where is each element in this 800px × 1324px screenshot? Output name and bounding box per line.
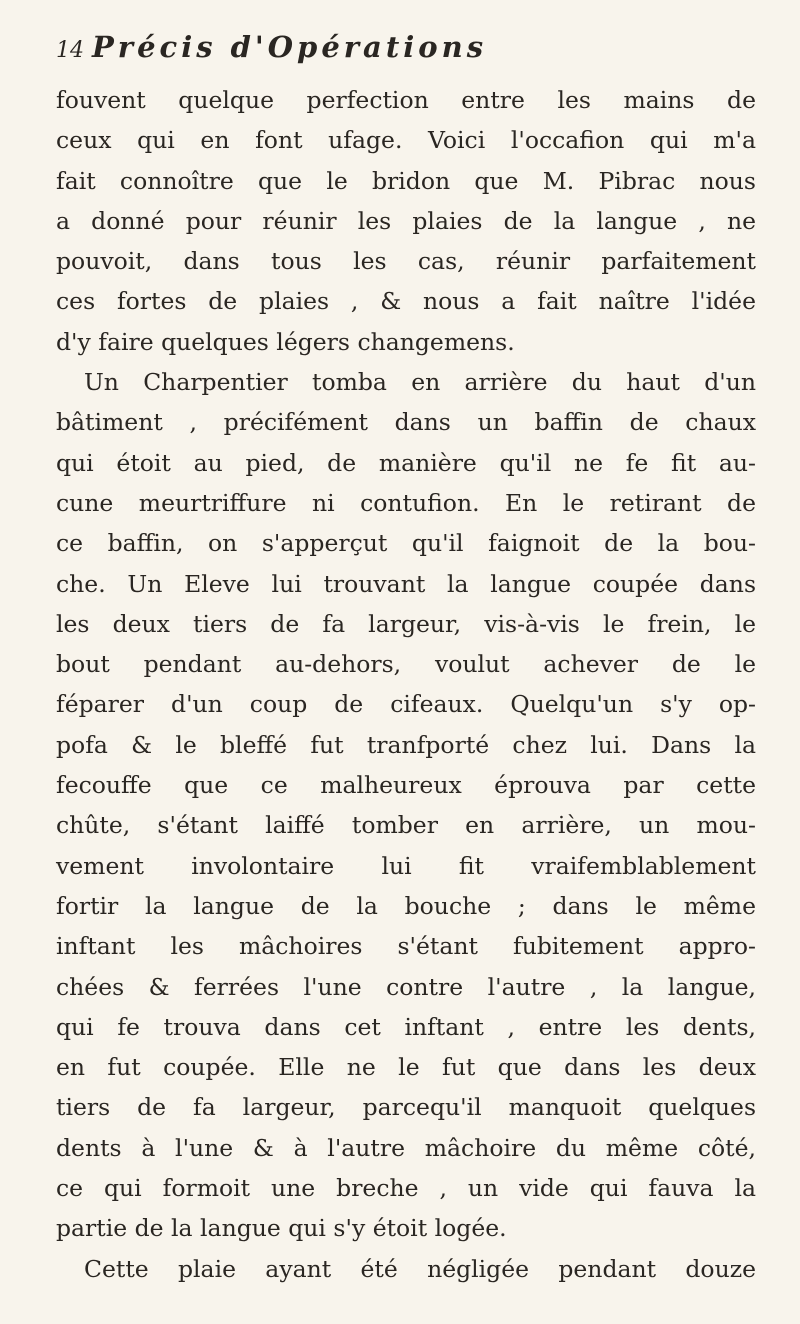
page-header	[56, 30, 756, 70]
text-line: dents à l'une & à l'autre mâchoire du même côté,	[56, 1133, 756, 1162]
text-line: qui étoit au pied, de manière qu'il ne fe fit au-	[56, 448, 756, 477]
text-line: che. Un Eleve lui trouvant la langue coupée dans	[56, 569, 756, 598]
running-title: Précis d'Opérations	[92, 30, 488, 64]
text-line: chûte, s'étant laiffé tomber en arrière, un mou-	[56, 811, 756, 840]
text-line: les deux tiers de fa largeur, vis-à-vis le frein, le	[56, 609, 756, 638]
text-line: bâtiment , précifément dans un baffin de chaux	[56, 408, 756, 437]
text-line: pofa & le bleffé fut tranfporté chez lui. Dans la	[56, 730, 756, 759]
text-line: fait connoître que le bridon que M. Pibrac nous	[56, 166, 756, 195]
text-line: qui fe trouva dans cet inftant , entre les dents,	[56, 1012, 756, 1041]
text-line: ce baffin, on s'apperçut qu'il faignoit de la bou-	[56, 529, 756, 558]
text-line: d'y faire quelques légers changemens.	[56, 327, 515, 356]
text-line: vement involontaire lui fit vraifemblablement	[56, 851, 756, 880]
text-line: bout pendant au-dehors, voulut achever de le	[56, 650, 756, 679]
text-line: fecouffe que ce malheureux éprouva par cette	[56, 771, 756, 800]
text-line: partie de la langue qui s'y étoit logée.	[56, 1214, 507, 1243]
text-line: fortir la langue de la bouche ; dans le même	[56, 891, 756, 920]
text-line: Un Charpentier tomba en arrière du haut d'un	[84, 368, 756, 397]
text-line: chées & ferrées l'une contre l'autre , la langue,	[56, 972, 756, 1001]
text-line: a donné pour réunir les plaies de la langue , ne	[56, 206, 756, 235]
text-line: Cette plaie ayant été négligée pendant douze	[84, 1254, 756, 1283]
text-line: fouvent quelque perfection entre les mains de	[56, 86, 756, 114]
text-line: en fut coupée. Elle ne le fut que dans les deux	[56, 1053, 756, 1082]
text-line: ceux qui en font ufage. Voici l'occafion qui m'a	[56, 126, 756, 155]
text-line: féparer d'un coup de cifeaux. Quelqu'un s'y op-	[56, 690, 756, 719]
page-number: 14	[56, 38, 84, 63]
body-text	[56, 80, 756, 1289]
text-line: tiers de fa largeur, parcequ'il manquoit quelques	[56, 1093, 756, 1122]
text-line: ce qui formoit une breche , un vide qui fauva la	[56, 1174, 756, 1203]
text-line: inftant les mâchoires s'étant fubitement appro-	[56, 932, 756, 961]
text-line: cune meurtriffure ni contufion. En le retirant de	[56, 488, 756, 517]
text-line: pouvoit, dans tous les cas, réunir parfaitement	[56, 247, 756, 276]
text-line: ces fortes de plaies , & nous a fait naître l'idée	[56, 287, 756, 316]
